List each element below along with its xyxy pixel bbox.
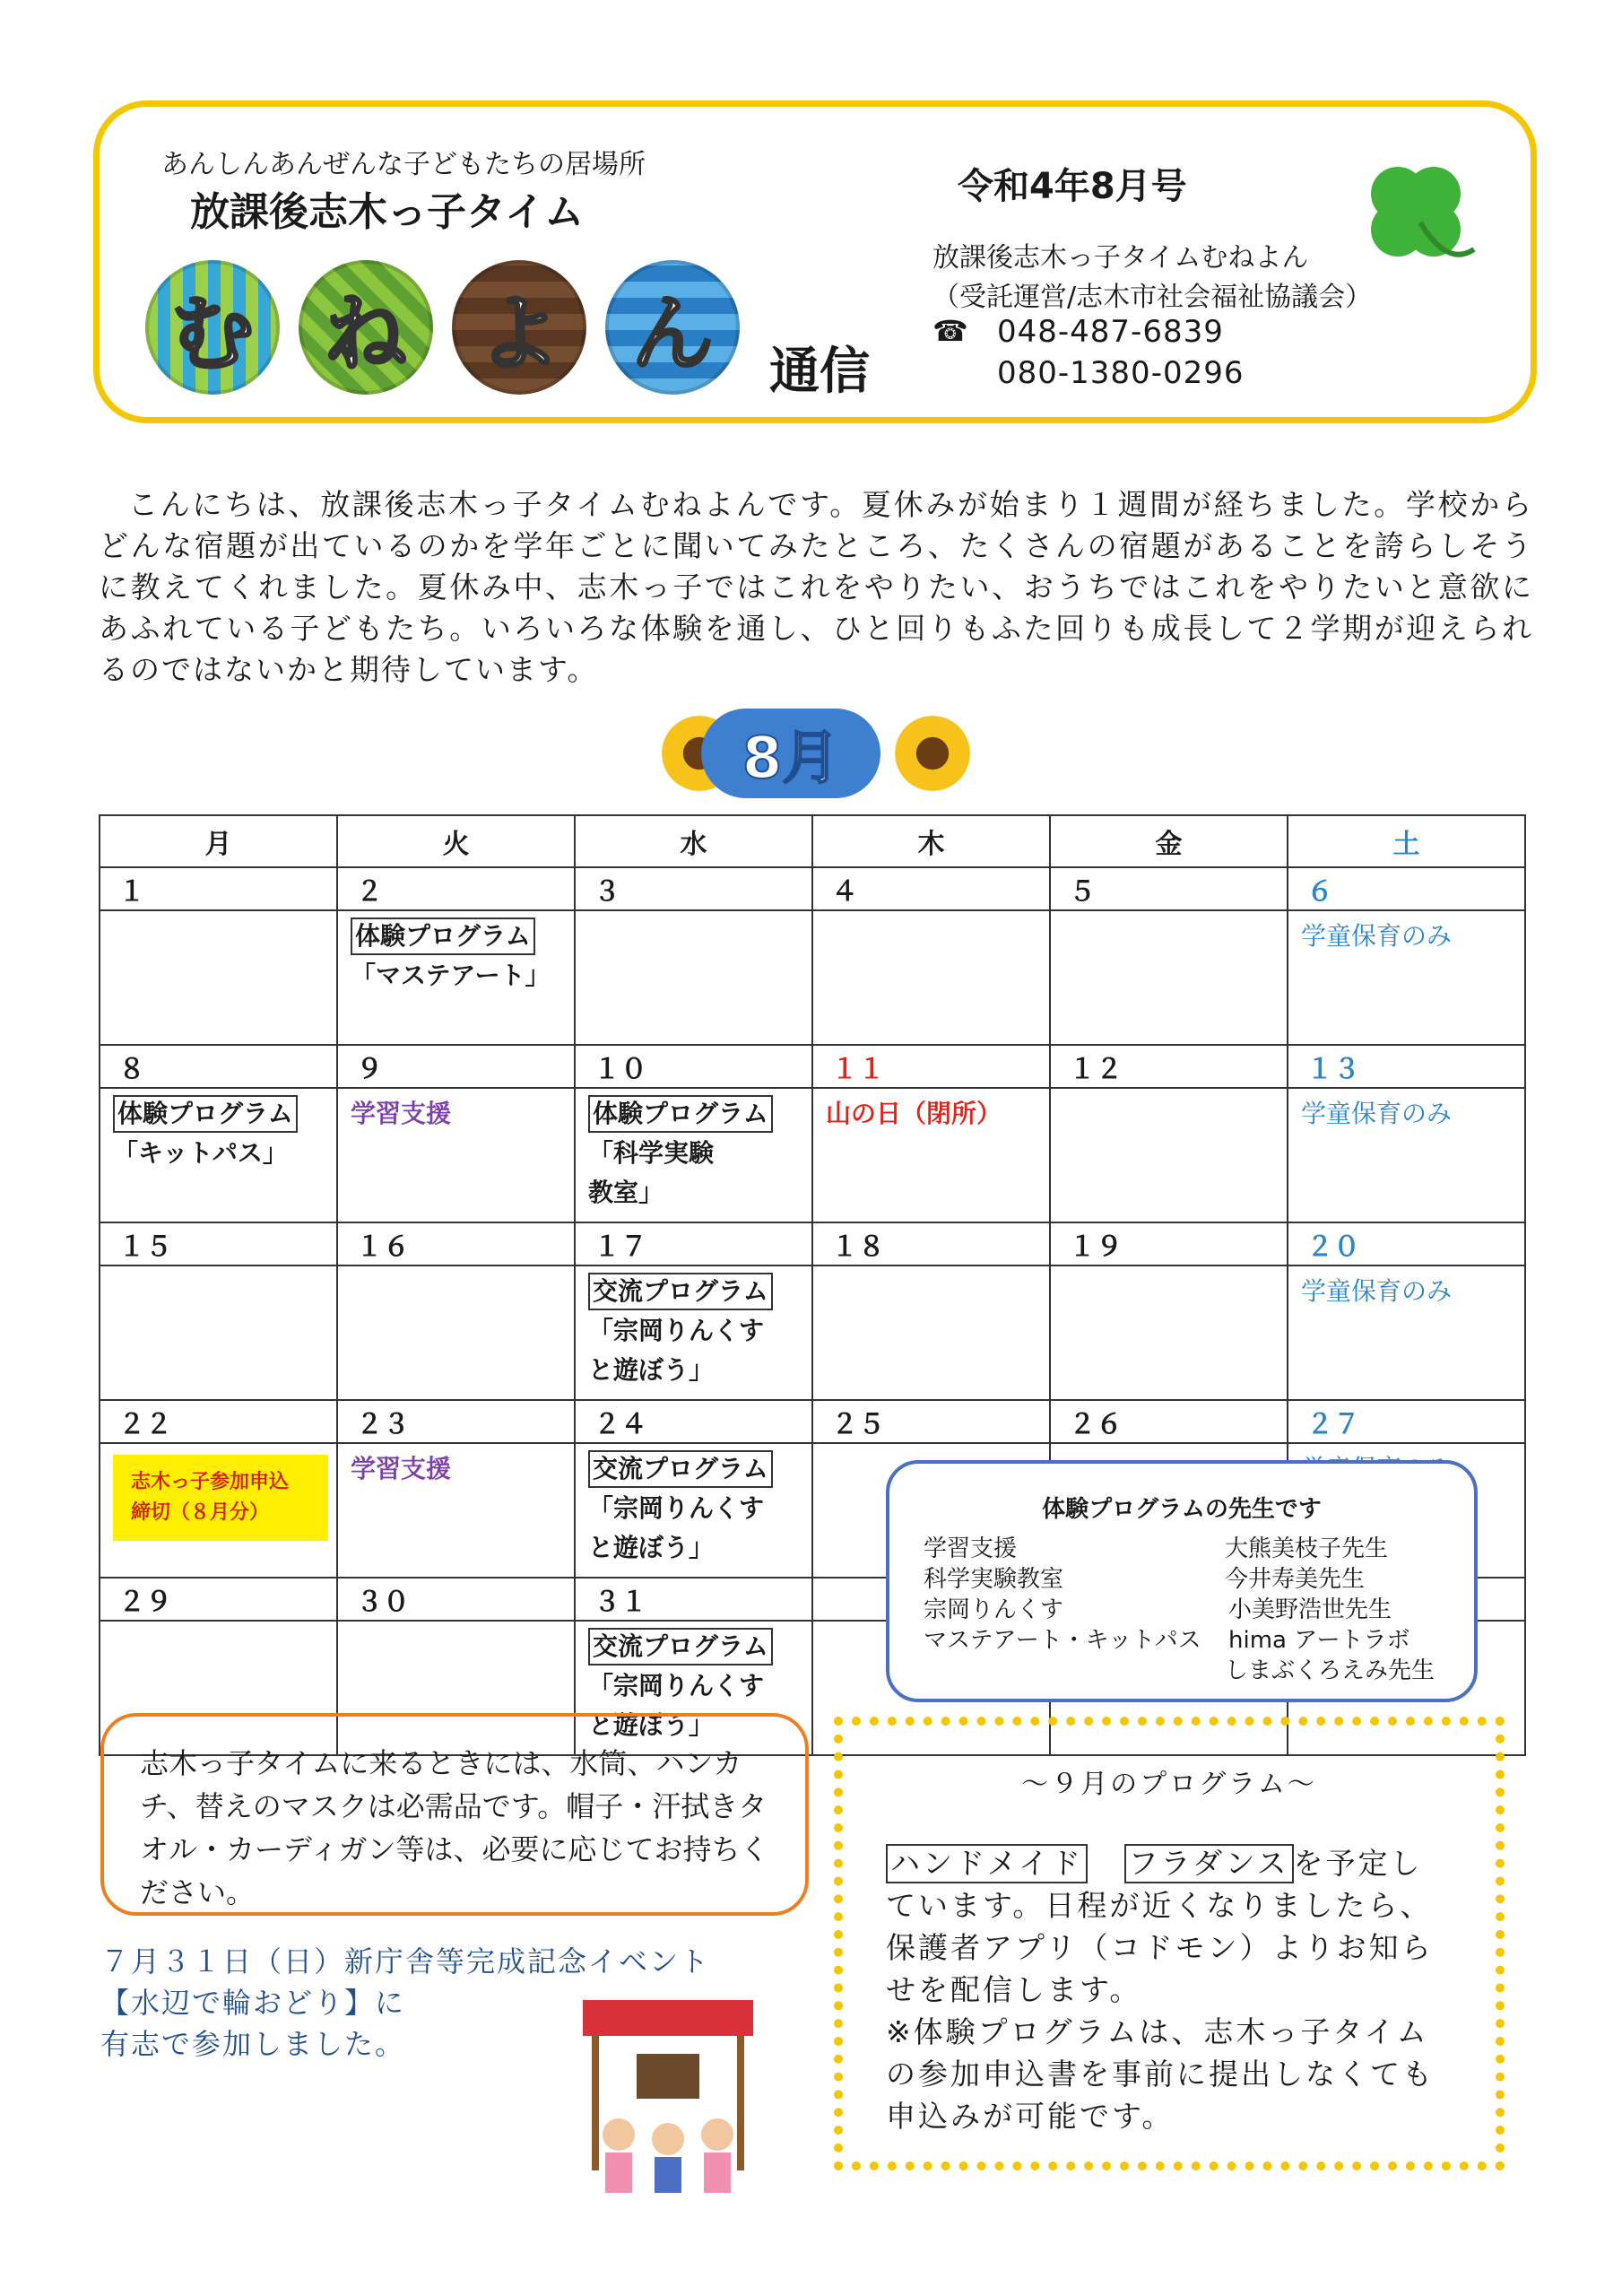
september-text: を予定しています。日程が近くなりましたら、保護者アプリ（コドモン）よりお知らせを配信します。 <box>886 1846 1434 2007</box>
teacher-name: hima アートラボ <box>1228 1627 1410 1654</box>
day-number: ２２ <box>100 1400 337 1443</box>
day-cell <box>337 1443 575 1578</box>
clover-icon <box>1349 160 1483 276</box>
september-body <box>886 1842 1453 2137</box>
day-cell <box>337 1088 575 1222</box>
cell-text: 学習支援 <box>351 1454 452 1483</box>
september-note: ※体験プログラムは、志木っ子タイムの参加申込書を事前に提出しなくても申込みが可能です。 <box>886 2014 1435 2134</box>
cell-text: 学習支援 <box>351 1099 452 1128</box>
phone-icon: ☎ <box>932 314 968 348</box>
program-type-label: 体験プログラム <box>351 918 535 955</box>
day-number: １９ <box>1050 1222 1288 1265</box>
day-cell <box>337 910 575 1045</box>
week-number-row <box>100 1222 1525 1265</box>
notice-box: 志木っ子タイムに来るときには、水筒、ハンカチ、替えのマスクは必需品です。帽子・汗拭きタオル・カーディガン等は、必要に応じてお持ちください。 <box>100 1713 809 1916</box>
teacher-program: 宗岡りんくす <box>924 1596 1064 1623</box>
day-number: ３ <box>575 867 812 910</box>
teacher-row <box>924 1591 1462 1624</box>
week-content-row <box>100 1265 1525 1400</box>
day-cell <box>100 1443 337 1578</box>
title-circle-n: ん <box>605 260 740 395</box>
day-number: １０ <box>575 1045 812 1088</box>
day-cell <box>1050 910 1288 1045</box>
week-content-row <box>100 1088 1525 1222</box>
deadline-notice <box>113 1455 328 1541</box>
tagline: あんしんあんぜんな子どもたちの居場所 <box>161 149 646 180</box>
program-handmade: ハンドメイド <box>886 1844 1088 1883</box>
day-number: ２７ <box>1288 1400 1525 1443</box>
day-cell <box>337 1265 575 1400</box>
cell-text: 山の日（閉所） <box>826 1099 1002 1128</box>
weekday-tue: 火 <box>337 815 575 867</box>
phone-number-2: 080-1380-0296 <box>997 355 1245 391</box>
event-line-2: 【水辺で輪おどり】に <box>100 1986 406 2020</box>
cell-text: 「宗岡りんくす <box>588 1671 765 1700</box>
deadline-line: 志木っ子参加申込 <box>131 1471 290 1493</box>
day-cell <box>100 1088 337 1222</box>
cell-text: 「科学実験 <box>588 1138 715 1168</box>
weekday-header-row <box>100 815 1525 867</box>
day-number: ３０ <box>337 1578 575 1621</box>
september-box <box>834 1717 1505 2170</box>
program-type-label: 交流プログラム <box>588 1450 773 1488</box>
day-number: １８ <box>812 1222 1050 1265</box>
weekday-wed: 水 <box>575 815 812 867</box>
day-number: １ <box>100 867 337 910</box>
weekday-fri: 金 <box>1050 815 1288 867</box>
teacher-name: 今井寿美先生 <box>1225 1566 1366 1593</box>
title-circle-yo: よ <box>452 260 586 395</box>
brand-name: 放課後志木っ子タイム <box>190 189 585 235</box>
month-badge: 8月 <box>701 709 880 798</box>
day-number: ２６ <box>1050 1400 1288 1443</box>
day-cell <box>575 1265 812 1400</box>
cell-text: 「宗岡りんくす <box>588 1493 765 1523</box>
day-cell <box>812 1088 1050 1222</box>
org-operator: （受託運営/志木市社会福祉協議会） <box>932 282 1373 313</box>
cell-text: 「マステアート」 <box>351 961 551 990</box>
cell-text: 教室」 <box>588 1178 664 1207</box>
day-number: ２４ <box>575 1400 812 1443</box>
cell-text: 「宗岡りんくす <box>588 1316 765 1345</box>
day-number: ２０ <box>1288 1222 1525 1265</box>
day-number: ２５ <box>812 1400 1050 1443</box>
cell-text: 学童保育のみ <box>1301 1276 1453 1306</box>
teacher-name: 大熊美枝子先生 <box>1225 1535 1389 1562</box>
weekday-sat: 土 <box>1288 815 1525 867</box>
org-name: 放課後志木っ子タイムむねよん <box>932 242 1309 274</box>
day-number: １２ <box>1050 1045 1288 1088</box>
day-number: ２３ <box>337 1400 575 1443</box>
program-type-label: 交流プログラム <box>588 1628 773 1665</box>
day-cell <box>575 1088 812 1222</box>
teacher-box <box>886 1460 1478 1702</box>
day-number: ３１ <box>575 1578 812 1621</box>
title-circle-ne: ね <box>299 260 433 395</box>
intro-paragraph: こんにちは、放課後志木っ子タイムむねよんです。夏休みが始まり１週間が経ちました。学校からどんな宿題が出ているのかを学年ごとに聞いてみたところ、たくさんの宿題があることを誇らしそうに教えてくれました。夏休み中、志木っ子ではこれをやりたい、おうちではこれをやりたいと意欲にあふれている子どもたち。いろいろな体験を通し、ひと回りもふた回りも成長して２学期が迎えられるのではないかと期待しています。 <box>99 487 1534 687</box>
tsushin-label: 通信 <box>769 343 870 401</box>
day-number: ９ <box>337 1045 575 1088</box>
day-number: ５ <box>1050 867 1288 910</box>
teacher-box-title: 体験プログラムの先生です <box>1042 1496 1322 1523</box>
event-line-1: ７月３１日（日）新庁舎等完成記念イベント <box>100 1944 711 1979</box>
cell-text: と遊ぼう」 <box>588 1533 715 1562</box>
weekday-mon: 月 <box>100 815 337 867</box>
day-cell <box>1050 1265 1288 1400</box>
issue-label: 令和4年8月号 <box>958 166 1187 207</box>
day-cell <box>1288 910 1525 1045</box>
cell-text: と遊ぼう」 <box>588 1710 715 1740</box>
title-circle-mu: む <box>145 260 280 395</box>
program-type-label: 交流プログラム <box>588 1273 773 1310</box>
program-hula: フラダンス <box>1124 1844 1294 1883</box>
sunflower-icon <box>895 716 970 791</box>
day-number: １７ <box>575 1222 812 1265</box>
day-number: ８ <box>100 1045 337 1088</box>
day-cell <box>1288 1088 1525 1222</box>
day-number: １１ <box>812 1045 1050 1088</box>
phone-number-1: 048-487-6839 <box>997 314 1224 350</box>
day-number: ２９ <box>100 1578 337 1621</box>
september-title: ～９月のプログラム～ <box>1021 1769 1317 1800</box>
day-number: １３ <box>1288 1045 1525 1088</box>
day-cell <box>100 1265 337 1400</box>
week-number-row <box>100 867 1525 910</box>
teacher-program: マステアート・キットパス <box>924 1627 1201 1654</box>
festival-illustration <box>565 1991 771 2197</box>
teacher-name: 小美野浩世先生 <box>1228 1596 1392 1623</box>
program-type-label: 体験プログラム <box>113 1095 298 1133</box>
program-type-label: 体験プログラム <box>588 1095 773 1133</box>
teacher-name: しまぶくろえみ先生 <box>1225 1657 1436 1684</box>
event-line-3: 有志で参加しました。 <box>100 2027 406 2061</box>
week-number-row <box>100 1400 1525 1443</box>
day-cell <box>812 910 1050 1045</box>
week-content-row <box>100 910 1525 1045</box>
day-cell <box>812 1265 1050 1400</box>
day-cell <box>575 1443 812 1578</box>
day-number: １６ <box>337 1222 575 1265</box>
day-cell <box>100 910 337 1045</box>
teacher-row <box>924 1530 1462 1563</box>
day-number: ２ <box>337 867 575 910</box>
teacher-program: 学習支援 <box>924 1535 1018 1562</box>
cell-text: 学童保育のみ <box>1301 921 1453 951</box>
day-number: ６ <box>1288 867 1525 910</box>
day-number: ４ <box>812 867 1050 910</box>
teacher-row <box>924 1561 1462 1594</box>
week-number-row <box>100 1045 1525 1088</box>
cell-text: 学童保育のみ <box>1301 1099 1453 1128</box>
day-cell <box>1288 1265 1525 1400</box>
weekday-thu: 木 <box>812 815 1050 867</box>
cell-text: と遊ぼう」 <box>588 1355 715 1385</box>
teacher-row <box>924 1622 1462 1655</box>
day-cell <box>1050 1088 1288 1222</box>
day-cell <box>575 910 812 1045</box>
day-number: １５ <box>100 1222 337 1265</box>
teacher-program: 科学実験教室 <box>924 1566 1064 1593</box>
cell-text: 「キットパス」 <box>113 1138 288 1168</box>
deadline-line: 締切（８月分） <box>131 1501 270 1524</box>
